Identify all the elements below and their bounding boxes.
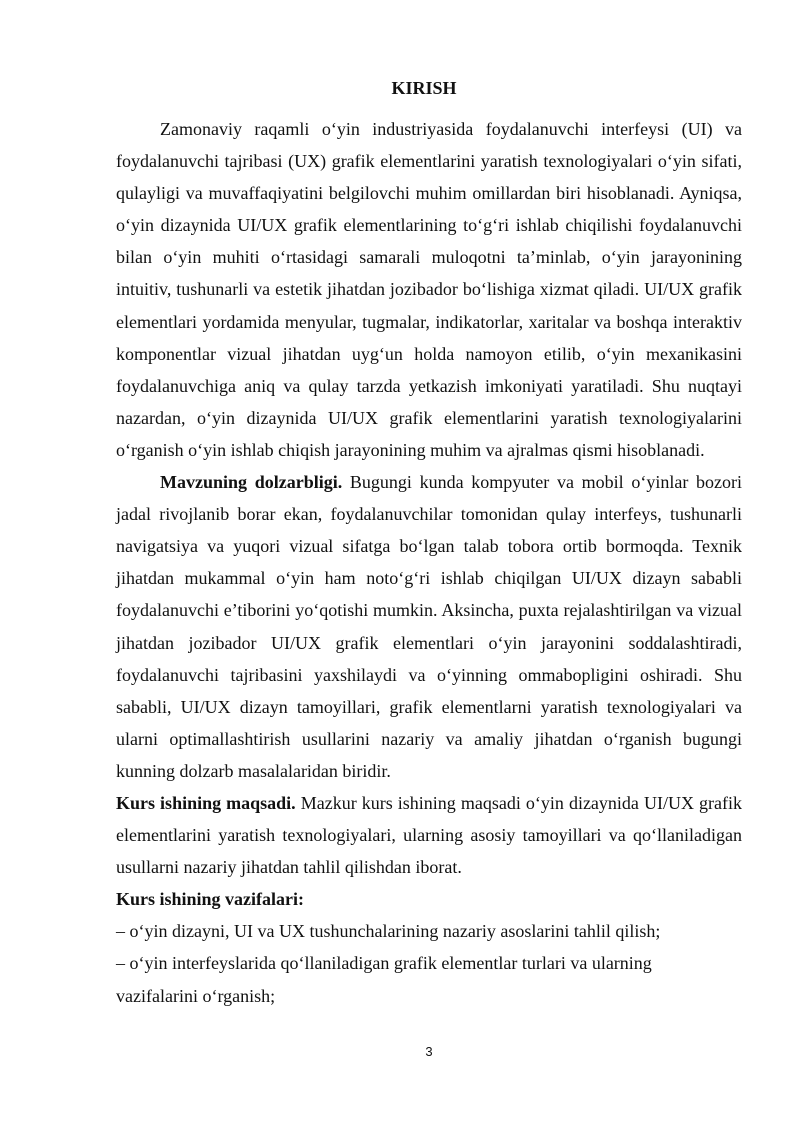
section-title: KIRISH <box>391 78 457 98</box>
task-item-2-line1: – o‘yin interfeyslarida qo‘llaniladigan grafik elementlar turlari va ularning <box>116 953 652 974</box>
body-text <box>116 113 742 1012</box>
relevance-text: Bugungi kunda kompyuter va mobil o‘yinlar bozori jadal rivojlanib borar ekan, foydalanuvchilar tomonidan qulay interfeys, tushunarli navigatsiya va yuqori vizual sifatga bo‘lgan talab tobora ortib bormoqda. Texnik jihatdan mukammal o‘yin ham noto‘g‘ri ishlab chiqilgan UI/UX dizayn sababli foydalanuvchi e’tiborini yo‘qotishi mumkin. Aksincha, puxta rejalashtirilgan va vizual jihatdan jozibador UI/UX grafik elementlari o‘yin jarayonini soddalashtiradi, foydalanuvchi tajribasini yaxshilaydi va o‘yinning ommabopligini oshiradi. Shu sababli, UI/UX dizayn tamoyillari, grafik elementlarni yaratish texnologiyalari va ularni optimallashtirish usullarini nazariy va amaliy jihatdan o‘rganish bugungi kunning dolzarb masalalaridan biridir. <box>116 472 743 781</box>
goal-paragraph <box>116 787 742 883</box>
intro-paragraph: Zamonaviy raqamli o‘yin industriyasida foydalanuvchi interfeysi (UI) va foydalanuvchi tajribasi (UX) grafik elementlarini yaratish texnologiyalari o‘yin sifati, qulayligi va muvaffaqiyatini belgilovchi muhim omillardan biri hisoblanadi. Ayniqsa, o‘yin dizaynida UI/UX grafik elementlarining to‘g‘ri ishlab chiqilishi foydalanuvchi bilan o‘yin muhiti o‘rtasidagi samarali muloqotni ta’minlab, o‘yin jarayonining intuitiv, tushunarli va estetik jihatdan jozibador bo‘lishiga xizmat qiladi. UI/UX grafik elementlari yordamida menyular, tugmalar, indikatorlar, xaritalar va boshqa interaktiv komponentlar vizual jihatdan uyg‘un holda namoyon etilib, o‘yin mexanikasini foydalanuvchiga aniq va qulay tarzda yetkazish imkoniyati yaratiladi. Shu nuqtayi nazardan, o‘yin dizaynida UI/UX grafik elementlarini yaratish texnologiyalarini o‘rganish o‘yin ishlab chiqish jarayonining muhim va ajralmas qismi hisoblanadi. <box>116 119 742 460</box>
tasks-heading: Kurs ishining vazifalari: <box>116 889 305 910</box>
goal-heading: Kurs ishining maqsadi. <box>116 792 296 813</box>
page-number: 3 <box>425 1044 433 1059</box>
relevance-heading: Mavzuning dolzarbligi. <box>160 472 343 493</box>
relevance-paragraph <box>116 466 742 787</box>
task-item-2-line2: vazifalarini o‘rganish; <box>116 985 276 1006</box>
task-item-1: – o‘yin dizayni, UI va UX tushunchalarining nazariy asoslarini tahlil qilish; <box>116 921 661 942</box>
goal-text: Mazkur kurs ishining maqsadi o‘yin dizaynida UI/UX grafik elementlarini yaratish texnologiyalari, ularning asosiy tamoyillari va qo‘llaniladigan usullarni nazariy jihatdan tahlil qilishdan iborat. <box>116 792 742 878</box>
